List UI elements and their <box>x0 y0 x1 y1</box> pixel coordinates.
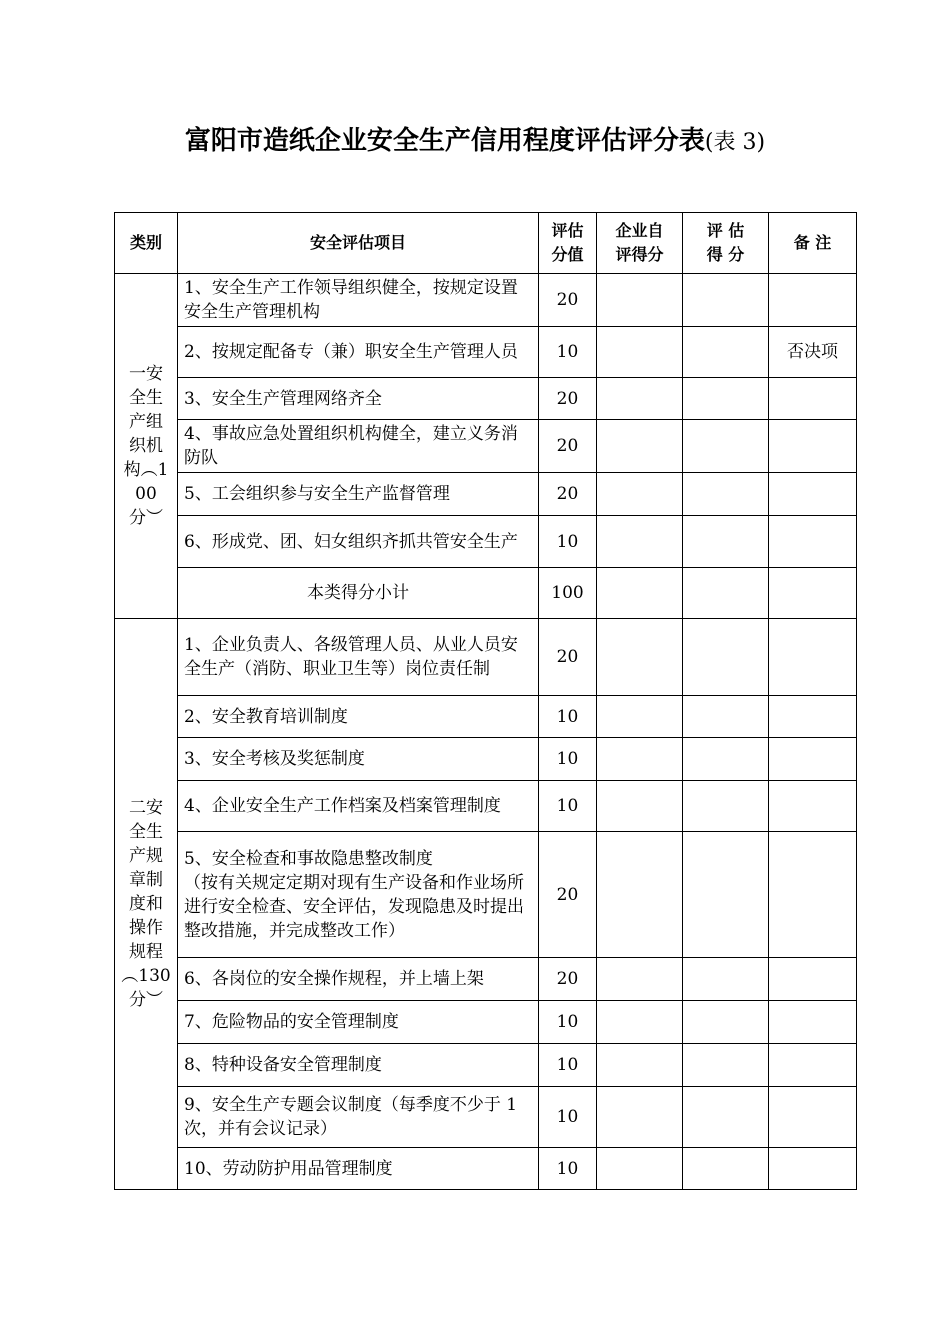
note-cell <box>769 619 857 696</box>
note-cell <box>769 568 857 619</box>
score-cell: 20 <box>539 378 597 420</box>
subtotal-row <box>115 568 857 619</box>
score-cell: 20 <box>539 274 597 327</box>
header-item: 安全评估项目 <box>178 213 539 274</box>
score-cell: 10 <box>539 781 597 832</box>
eval-score-cell[interactable] <box>683 516 769 568</box>
note-cell <box>769 958 857 1001</box>
note-cell <box>769 1148 857 1190</box>
score-cell: 20 <box>539 619 597 696</box>
item-cell: 1、企业负责人、各级管理人员、从业人员安全生产（消防、职业卫生等）岗位责任制 <box>178 619 539 696</box>
item-cell: 8、特种设备安全管理制度 <box>178 1044 539 1087</box>
table-row <box>115 1001 857 1044</box>
score-cell: 10 <box>539 1087 597 1148</box>
eval-score-cell[interactable] <box>683 327 769 378</box>
subtotal-label: 本类得分小计 <box>178 568 539 619</box>
score-cell: 10 <box>539 696 597 738</box>
self-score-cell[interactable] <box>597 274 683 327</box>
eval-score-cell[interactable] <box>683 619 769 696</box>
eval-score-cell[interactable] <box>683 274 769 327</box>
table-row <box>115 958 857 1001</box>
item-cell: 6、形成党、团、妇女组织齐抓共管安全生产 <box>178 516 539 568</box>
score-cell: 10 <box>539 327 597 378</box>
note-cell <box>769 378 857 420</box>
note-cell <box>769 274 857 327</box>
eval-score-cell[interactable] <box>683 1148 769 1190</box>
note-cell <box>769 516 857 568</box>
table-row <box>115 1044 857 1087</box>
self-score-cell[interactable] <box>597 568 683 619</box>
table-row <box>115 1087 857 1148</box>
table-row <box>115 473 857 516</box>
table-row <box>115 738 857 781</box>
self-score-cell[interactable] <box>597 1087 683 1148</box>
header-score-l1: 评估 <box>551 221 584 240</box>
header-self-l2: 评得分 <box>615 245 664 264</box>
header-score <box>539 213 597 274</box>
eval-score-cell[interactable] <box>683 420 769 473</box>
header-eval-l2: 得 分 <box>706 245 745 264</box>
eval-score-cell[interactable] <box>683 1001 769 1044</box>
table-row <box>115 420 857 473</box>
item-cell: 2、按规定配备专（兼）职安全生产管理人员 <box>178 327 539 378</box>
eval-score-cell[interactable] <box>683 832 769 958</box>
self-score-cell[interactable] <box>597 738 683 781</box>
score-cell: 10 <box>539 1148 597 1190</box>
eval-score-cell[interactable] <box>683 738 769 781</box>
item-cell: 1、安全生产工作领导组织健全，按规定设置安全生产管理机构 <box>178 274 539 327</box>
table-row <box>115 619 857 696</box>
item-line1: 5、安全检查和事故隐患整改制度 <box>184 848 433 869</box>
item-cell: 5、工会组织参与安全生产监督管理 <box>178 473 539 516</box>
score-cell: 10 <box>539 516 597 568</box>
table-row <box>115 781 857 832</box>
item-cell: 4、企业安全生产工作档案及档案管理制度 <box>178 781 539 832</box>
note-cell <box>769 473 857 516</box>
self-score-cell[interactable] <box>597 378 683 420</box>
eval-score-cell[interactable] <box>683 696 769 738</box>
item-cell: 3、安全考核及奖惩制度 <box>178 738 539 781</box>
note-cell <box>769 832 857 958</box>
table-row <box>115 832 857 958</box>
item-cell <box>178 832 539 958</box>
score-cell: 10 <box>539 1001 597 1044</box>
note-cell <box>769 420 857 473</box>
header-eval <box>683 213 769 274</box>
note-cell <box>769 1087 857 1148</box>
item-cell: 3、安全生产管理网络齐全 <box>178 378 539 420</box>
self-score-cell[interactable] <box>597 1001 683 1044</box>
header-self-l1: 企业自 <box>615 221 664 240</box>
table-row <box>115 378 857 420</box>
score-cell: 20 <box>539 832 597 958</box>
self-score-cell[interactable] <box>597 473 683 516</box>
page-title <box>0 120 950 157</box>
eval-score-cell[interactable] <box>683 1087 769 1148</box>
score-cell: 20 <box>539 420 597 473</box>
note-cell <box>769 781 857 832</box>
self-score-cell[interactable] <box>597 781 683 832</box>
eval-score-cell[interactable] <box>683 473 769 516</box>
self-score-cell[interactable] <box>597 832 683 958</box>
score-cell: 10 <box>539 738 597 781</box>
header-row <box>115 213 857 274</box>
header-category: 类别 <box>115 213 178 274</box>
table-row <box>115 696 857 738</box>
item-cell: 9、安全生产专题会议制度（每季度不少于 1 次，并有会议记录） <box>178 1087 539 1148</box>
score-cell: 20 <box>539 473 597 516</box>
self-score-cell[interactable] <box>597 958 683 1001</box>
self-score-cell[interactable] <box>597 516 683 568</box>
note-cell <box>769 1001 857 1044</box>
item-line2: （按有关规定定期对现有生产设备和作业场所进行安全检查、安全评估，发现隐患及时提出整改措施，并完成整改工作） <box>184 872 524 941</box>
score-cell: 20 <box>539 958 597 1001</box>
header-self <box>597 213 683 274</box>
header-score-l2: 分值 <box>551 245 584 264</box>
note-cell: 否决项 <box>769 327 857 378</box>
note-cell <box>769 1044 857 1087</box>
header-note: 备 注 <box>769 213 857 274</box>
table-row <box>115 1148 857 1190</box>
item-cell: 4、事故应急处置组织机构健全，建立义务消防队 <box>178 420 539 473</box>
self-score-cell[interactable] <box>597 1044 683 1087</box>
note-cell <box>769 738 857 781</box>
eval-score-cell[interactable] <box>683 568 769 619</box>
eval-score-cell[interactable] <box>683 1044 769 1087</box>
self-score-cell[interactable] <box>597 420 683 473</box>
table-row <box>115 327 857 378</box>
self-score-cell[interactable] <box>597 327 683 378</box>
header-eval-l1: 评 估 <box>706 221 745 240</box>
title-main: 富阳市造纸企业安全生产信用程度评估评分表 <box>184 126 705 156</box>
item-cell: 7、危险物品的安全管理制度 <box>178 1001 539 1044</box>
item-cell: 6、各岗位的安全操作规程，并上墙上架 <box>178 958 539 1001</box>
self-score-cell[interactable] <box>597 696 683 738</box>
eval-score-cell[interactable] <box>683 378 769 420</box>
self-score-cell[interactable] <box>597 1148 683 1190</box>
eval-score-cell[interactable] <box>683 958 769 1001</box>
table-row <box>115 516 857 568</box>
item-cell: 10、劳动防护用品管理制度 <box>178 1148 539 1190</box>
category-section1: 一安全生产组织机构︵100分︶ <box>115 274 178 619</box>
item-cell: 2、安全教育培训制度 <box>178 696 539 738</box>
score-cell: 10 <box>539 1044 597 1087</box>
note-cell <box>769 696 857 738</box>
title-suffix: (表 3) <box>704 130 766 155</box>
subtotal-score: 100 <box>539 568 597 619</box>
table-row <box>115 274 857 327</box>
self-score-cell[interactable] <box>597 619 683 696</box>
eval-score-cell[interactable] <box>683 781 769 832</box>
category-section2: 二安全生产规章制度和操作规程︵130分︶ <box>115 619 178 1190</box>
score-table <box>114 212 857 1190</box>
